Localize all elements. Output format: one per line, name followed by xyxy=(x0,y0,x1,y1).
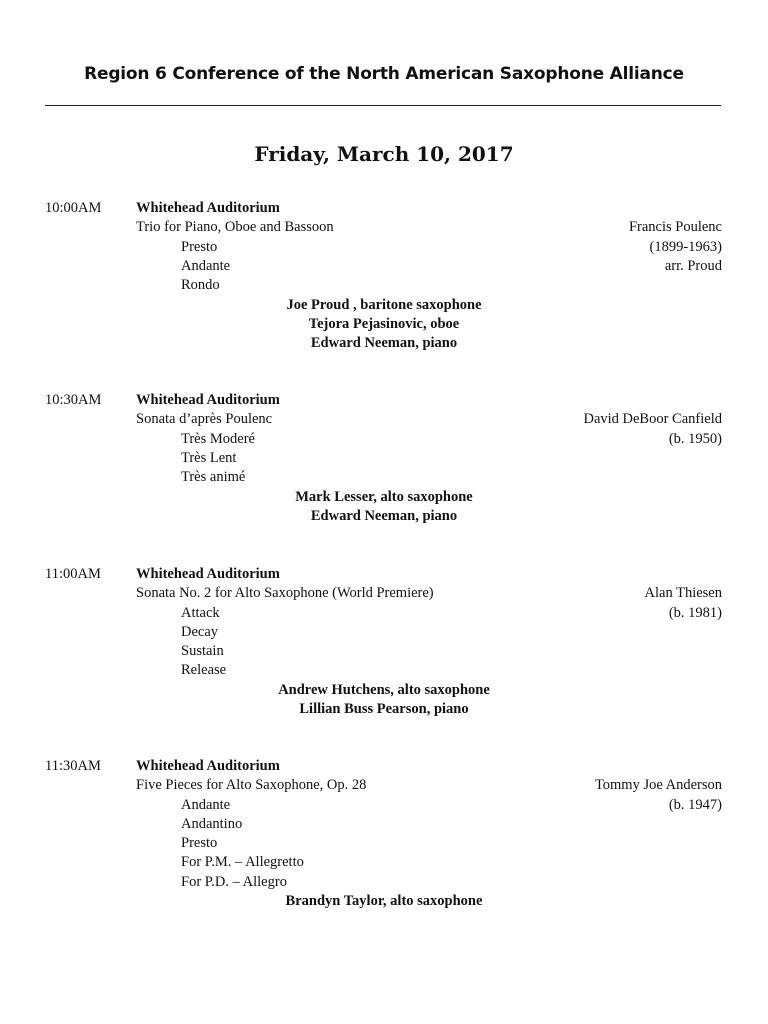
movement: For P.M. – Allegretto xyxy=(181,854,304,871)
movement: Andantino xyxy=(181,815,243,832)
performer: Joe Proud , baritone saxophone xyxy=(286,296,482,313)
day-title: Friday, March 10, 2017 xyxy=(254,142,514,166)
work-title: Sonata No. 2 for Alto Saxophone (World Premiere) xyxy=(136,585,434,602)
session-time: 11:00AM xyxy=(45,566,101,582)
performer: Edward Neeman, piano xyxy=(310,507,458,524)
composer-line: Alan Thiesen xyxy=(644,585,722,602)
movement: Release xyxy=(181,662,227,679)
composer-info xyxy=(595,776,722,815)
composer-line: (1899-1963) xyxy=(649,238,722,255)
performer: Andrew Hutchens, alto saxophone xyxy=(278,681,490,698)
performer: Mark Lesser, alto saxophone xyxy=(295,488,473,505)
work-title: Five Pieces for Alto Saxophone, Op. 28 xyxy=(136,777,367,794)
composer-line: Francis Poulenc xyxy=(628,219,722,236)
movement: Andante xyxy=(181,257,231,274)
performer: Lillian Buss Pearson, piano xyxy=(299,701,469,718)
composer-line: (b. 1981) xyxy=(668,604,722,621)
movement: For P.D. – Allegro xyxy=(181,873,287,890)
movement: Andante xyxy=(181,796,231,813)
movement: Presto xyxy=(181,835,218,852)
performer-list xyxy=(0,488,768,527)
performer: Edward Neeman, piano xyxy=(310,335,458,352)
composer-line: (b. 1950) xyxy=(668,430,722,447)
composer-line: David DeBoor Canfield xyxy=(583,411,722,428)
movement: Rondo xyxy=(181,277,220,294)
performer-list xyxy=(0,681,768,720)
composer-info xyxy=(629,218,722,276)
work-title: Sonata d’après Poulenc xyxy=(136,411,273,428)
composer-info xyxy=(645,584,722,623)
composer-info xyxy=(583,410,722,449)
composer-line: (b. 1947) xyxy=(668,796,722,813)
movement: Decay xyxy=(181,623,219,640)
composer-line: arr. Proud xyxy=(664,257,722,274)
movement: Très Lent xyxy=(181,449,237,466)
movement: Attack xyxy=(181,604,220,621)
header-divider xyxy=(45,105,721,106)
movement: Très animé xyxy=(181,469,246,486)
composer-line: Tommy Joe Anderson xyxy=(594,777,722,794)
performer-list xyxy=(0,892,768,911)
session-time: 11:30AM xyxy=(45,758,101,774)
movement: Sustain xyxy=(181,643,224,660)
session-body xyxy=(136,565,722,681)
conference-title: Region 6 Conference of the North American Saxophone Alliance xyxy=(84,64,684,84)
performer-list xyxy=(0,296,768,354)
session-time: 10:00AM xyxy=(45,200,102,216)
movement: Presto xyxy=(181,238,218,255)
performer: Tejora Pejasinovic, oboe xyxy=(308,315,460,332)
session-time: 10:30AM xyxy=(45,392,102,408)
work-title: Trio for Piano, Oboe and Bassoon xyxy=(136,219,334,236)
session-venue: Whitehead Auditorium xyxy=(136,566,280,582)
session-venue: Whitehead Auditorium xyxy=(136,392,280,408)
movement: Très Moderé xyxy=(181,430,255,447)
performer: Brandyn Taylor, alto saxophone xyxy=(285,893,483,910)
session-venue: Whitehead Auditorium xyxy=(136,200,280,216)
session-venue: Whitehead Auditorium xyxy=(136,758,280,774)
